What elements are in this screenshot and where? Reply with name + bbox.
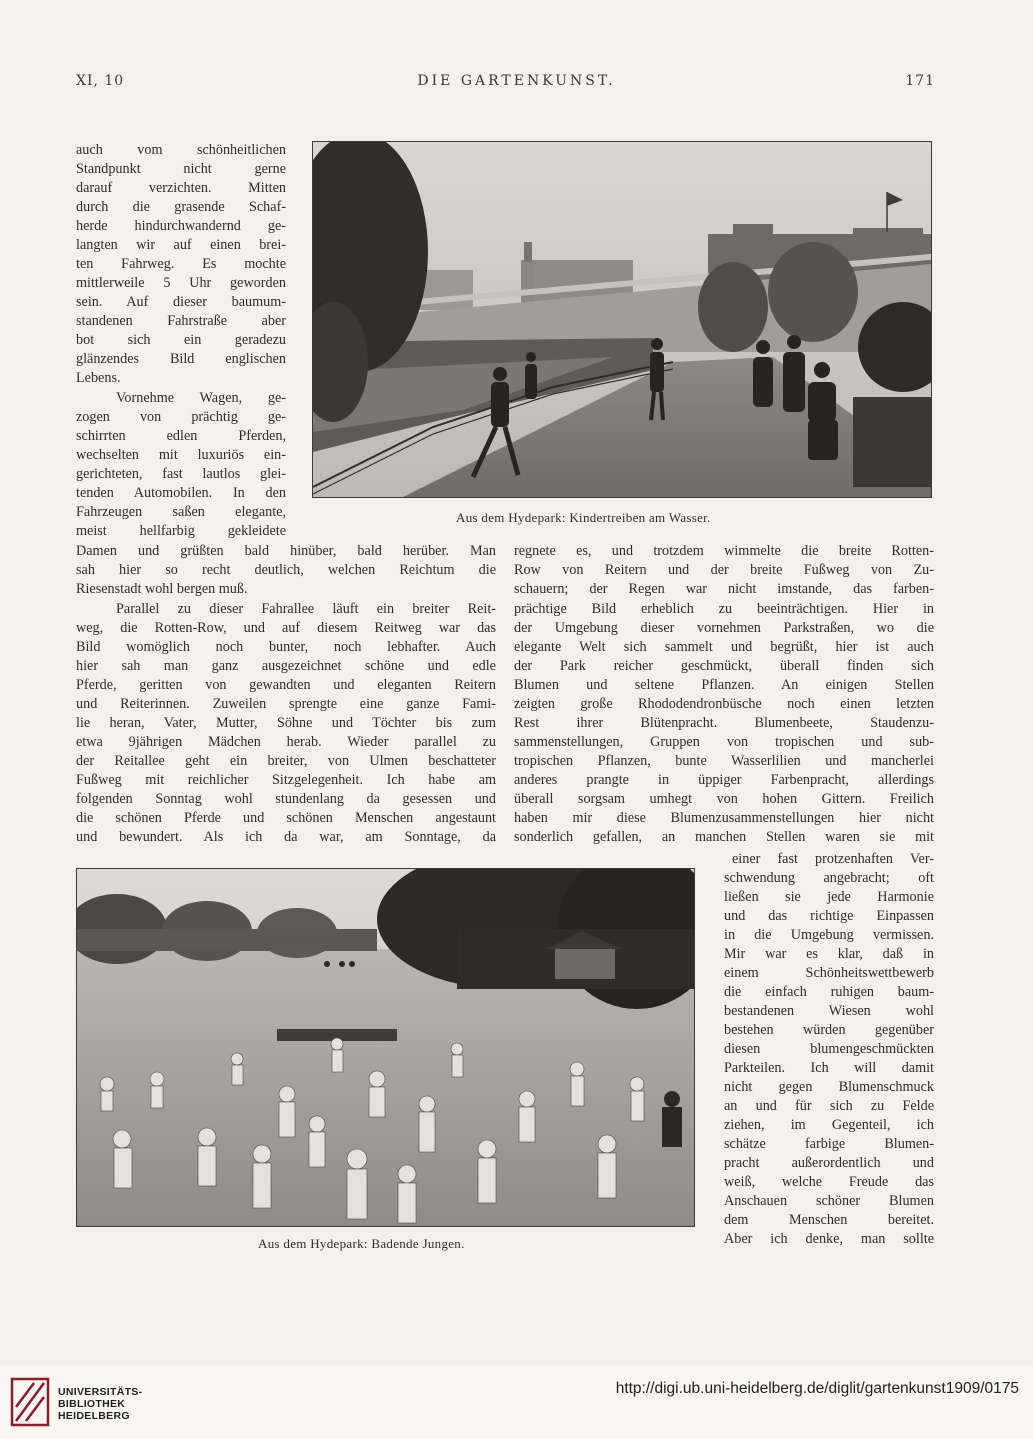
text-line: sein. Auf dieser baumum- <box>76 294 286 310</box>
text-line: ten Fahrweg. Es mochte <box>76 256 286 272</box>
text-line: der Reitallee geht ein breiter, von Ulmen beschatteter <box>76 753 496 769</box>
text-line: anderes prangte in üppiger Farbenpracht, allerdings <box>514 772 934 788</box>
text-line: an und für sich zu Felde <box>724 1098 934 1114</box>
caption-top-photo: Aus dem Hydepark: Kindertreiben am Wasser. <box>456 510 711 525</box>
text-line: diesen blumengeschmückten <box>724 1041 934 1057</box>
text-line: sammenstellungen, Gruppen von tropischen und sub- <box>514 734 934 750</box>
text-line: standenen Fahrstraße aber <box>76 313 286 329</box>
text-line: schätze farbige Blumen- <box>724 1136 934 1152</box>
library-name-line2: BIBLIOTHEK <box>58 1398 126 1410</box>
text-line: schirrten edlen Pferden, <box>76 428 286 444</box>
photo-children-by-water-image <box>313 142 931 497</box>
text-line: darauf verzichten. Mitten <box>76 180 286 196</box>
text-line: bestehen würden gegenüber <box>724 1022 934 1038</box>
text-line: einem Schönheitswettbewerb <box>724 965 934 981</box>
text-line: langten wir auf einen brei- <box>76 237 286 253</box>
text-line: bot sich ein geradezu <box>76 332 286 348</box>
text-line: einer fast protzenhaften Ver- <box>732 851 934 867</box>
text-line: zogen von prächtig ge- <box>76 409 286 425</box>
library-name-line1: UNIVERSITÄTS- <box>58 1386 143 1398</box>
text-line: weiß, welche Freude das <box>724 1174 934 1190</box>
text-line: sonderlich gefallen, an manchen Stellen waren sie mit <box>514 829 934 845</box>
text-line: Aber ich denke, man sollte <box>724 1231 934 1247</box>
text-line: die einfach ruhigen baum- <box>724 984 934 1000</box>
text-line: Fahrzeugen saßen elegante, <box>76 504 286 520</box>
text-line: meist hellfarbig gekleidete <box>76 523 286 539</box>
text-line: bestandenen Wiesen wohl <box>724 1003 934 1019</box>
library-logo-icon <box>10 1377 50 1427</box>
text-line: Anschauen schöner Blumen <box>724 1193 934 1209</box>
text-line: tropischen Pflanzen, bunte Wasserlilien und mancherlei <box>514 753 934 769</box>
library-name-line3: HEIDELBERG <box>58 1410 130 1422</box>
photo-children-by-water <box>312 141 932 498</box>
photo-bathing-boys-image <box>77 869 694 1226</box>
text-line: in die Umgebung vermissen. <box>724 927 934 943</box>
text-line: ließen sie jede Harmonie <box>724 889 934 905</box>
text-line: haben mir diese Blumenzusammenstellungen hier nicht <box>514 810 934 826</box>
text-line: elegante Welt sich sammelt und begrüßt, hier ist auch <box>514 639 934 655</box>
text-line: hier sah man ganz ausgezeichnet schöne und edle <box>76 658 496 674</box>
text-line: wechselten mit luxuriös ein- <box>76 447 286 463</box>
text-line: Blumen und seltene Pflanzen. An einigen Stellen <box>514 677 934 693</box>
text-line: Mir war es klar, daß in <box>724 946 934 962</box>
text-line: auch vom schönheitlichen <box>76 142 286 158</box>
text-line: ziehen, im Gegenteil, ich <box>724 1117 934 1133</box>
text-line: etwa 9jährigen Mädchen herab. Wieder parallel zu <box>76 734 496 750</box>
text-line: herde hindurchwandernd ge- <box>76 218 286 234</box>
text-line: lie heran, Vater, Mutter, Söhne und Töchter bis zum <box>76 715 496 731</box>
text-line: die schönen Pferde und schönen Menschen angestaunt <box>76 810 496 826</box>
running-title: DIE GARTENKUNST. <box>417 73 616 89</box>
text-line: pracht außerordentlich und <box>724 1155 934 1171</box>
text-line: und bewundert. Als ich da war, am Sonntage, da <box>76 829 496 845</box>
text-line: regnete es, und trotzdem wimmelte die breite Rotten- <box>514 543 934 559</box>
text-line: der Park reicher geschmückt, überall finden sich <box>514 658 934 674</box>
text-line: Row von Reitern und der breite Fußweg von Zu- <box>514 562 934 578</box>
text-line: weg, die Rotten-Row, und auf diesem Reitweg war das <box>76 620 496 636</box>
page-number: 171 <box>905 73 935 89</box>
text-line: Standpunkt nicht gerne <box>76 161 286 177</box>
text-line: gerichteten, fast lautlos glei- <box>76 466 286 482</box>
text-line: glänzendes Bild englischen <box>76 351 286 367</box>
text-line: sah hier so recht deutlich, welchen Reichtum die <box>76 562 496 578</box>
source-url-link[interactable]: http://digi.ub.uni-heidelberg.de/diglit/gartenkunst1909/0175 <box>615 1380 1019 1397</box>
text-line: Pferde, geritten von gewandten und eleganten Reitern <box>76 677 496 693</box>
text-line: zeigten große Rhododendronbüsche noch einen letzten <box>514 696 934 712</box>
text-line: Rest ihrer Blütenpracht. Blumenbeete, Staudenzu- <box>514 715 934 731</box>
text-line: überall sorgsam umhegt von hohen Gittern. Freilich <box>514 791 934 807</box>
text-line: folgenden Sonntag wohl stundenlang da gesessen und <box>76 791 496 807</box>
text-line: Damen und grüßten bald hinüber, bald herüber. Man <box>76 543 496 559</box>
text-line: Bild womöglich noch bunter, noch lebhafter. Auch <box>76 639 496 655</box>
text-line: Parkteilen. Ich will damit <box>724 1060 934 1076</box>
text-line: Lebens. <box>76 370 121 386</box>
text-line: und das richtige Einpassen <box>724 908 934 924</box>
photo-bathing-boys <box>76 868 695 1227</box>
text-line: Fußweg mit reichlicher Sitzgelegenheit. Ich habe am <box>76 772 496 788</box>
text-line: schwendung angebracht; oft <box>724 870 934 886</box>
text-line: Parallel zu dieser Fahrallee läuft ein breiter Reit- <box>116 601 496 617</box>
text-line: der Umgebung dieser vornehmen Parkstraßen, wo die <box>514 620 934 636</box>
text-line: schauern; der Regen war nicht imstande, das farben- <box>514 581 934 597</box>
footer-bar <box>0 1365 1033 1439</box>
text-line: mittlerweile 5 Uhr geworden <box>76 275 286 291</box>
text-line: nicht gegen Blumenschmuck <box>724 1079 934 1095</box>
text-line: dem Menschen bereitet. <box>724 1212 934 1228</box>
volume-number: XI, 10 <box>76 73 125 89</box>
text-line: tenden Automobilen. In den <box>76 485 286 501</box>
text-line: prächtige Bild erheblich zu beeinträchtigen. Hier in <box>514 601 934 617</box>
caption-bottom-photo: Aus dem Hydepark: Badende Jungen. <box>258 1236 465 1251</box>
text-line: und Reiterinnen. Zuweilen sprengte eine ganze Fami- <box>76 696 496 712</box>
text-line: durch die grasende Schaf- <box>76 199 286 215</box>
text-line: Vornehme Wagen, ge- <box>116 390 286 406</box>
text-line: Riesenstadt wohl bergen muß. <box>76 581 248 597</box>
